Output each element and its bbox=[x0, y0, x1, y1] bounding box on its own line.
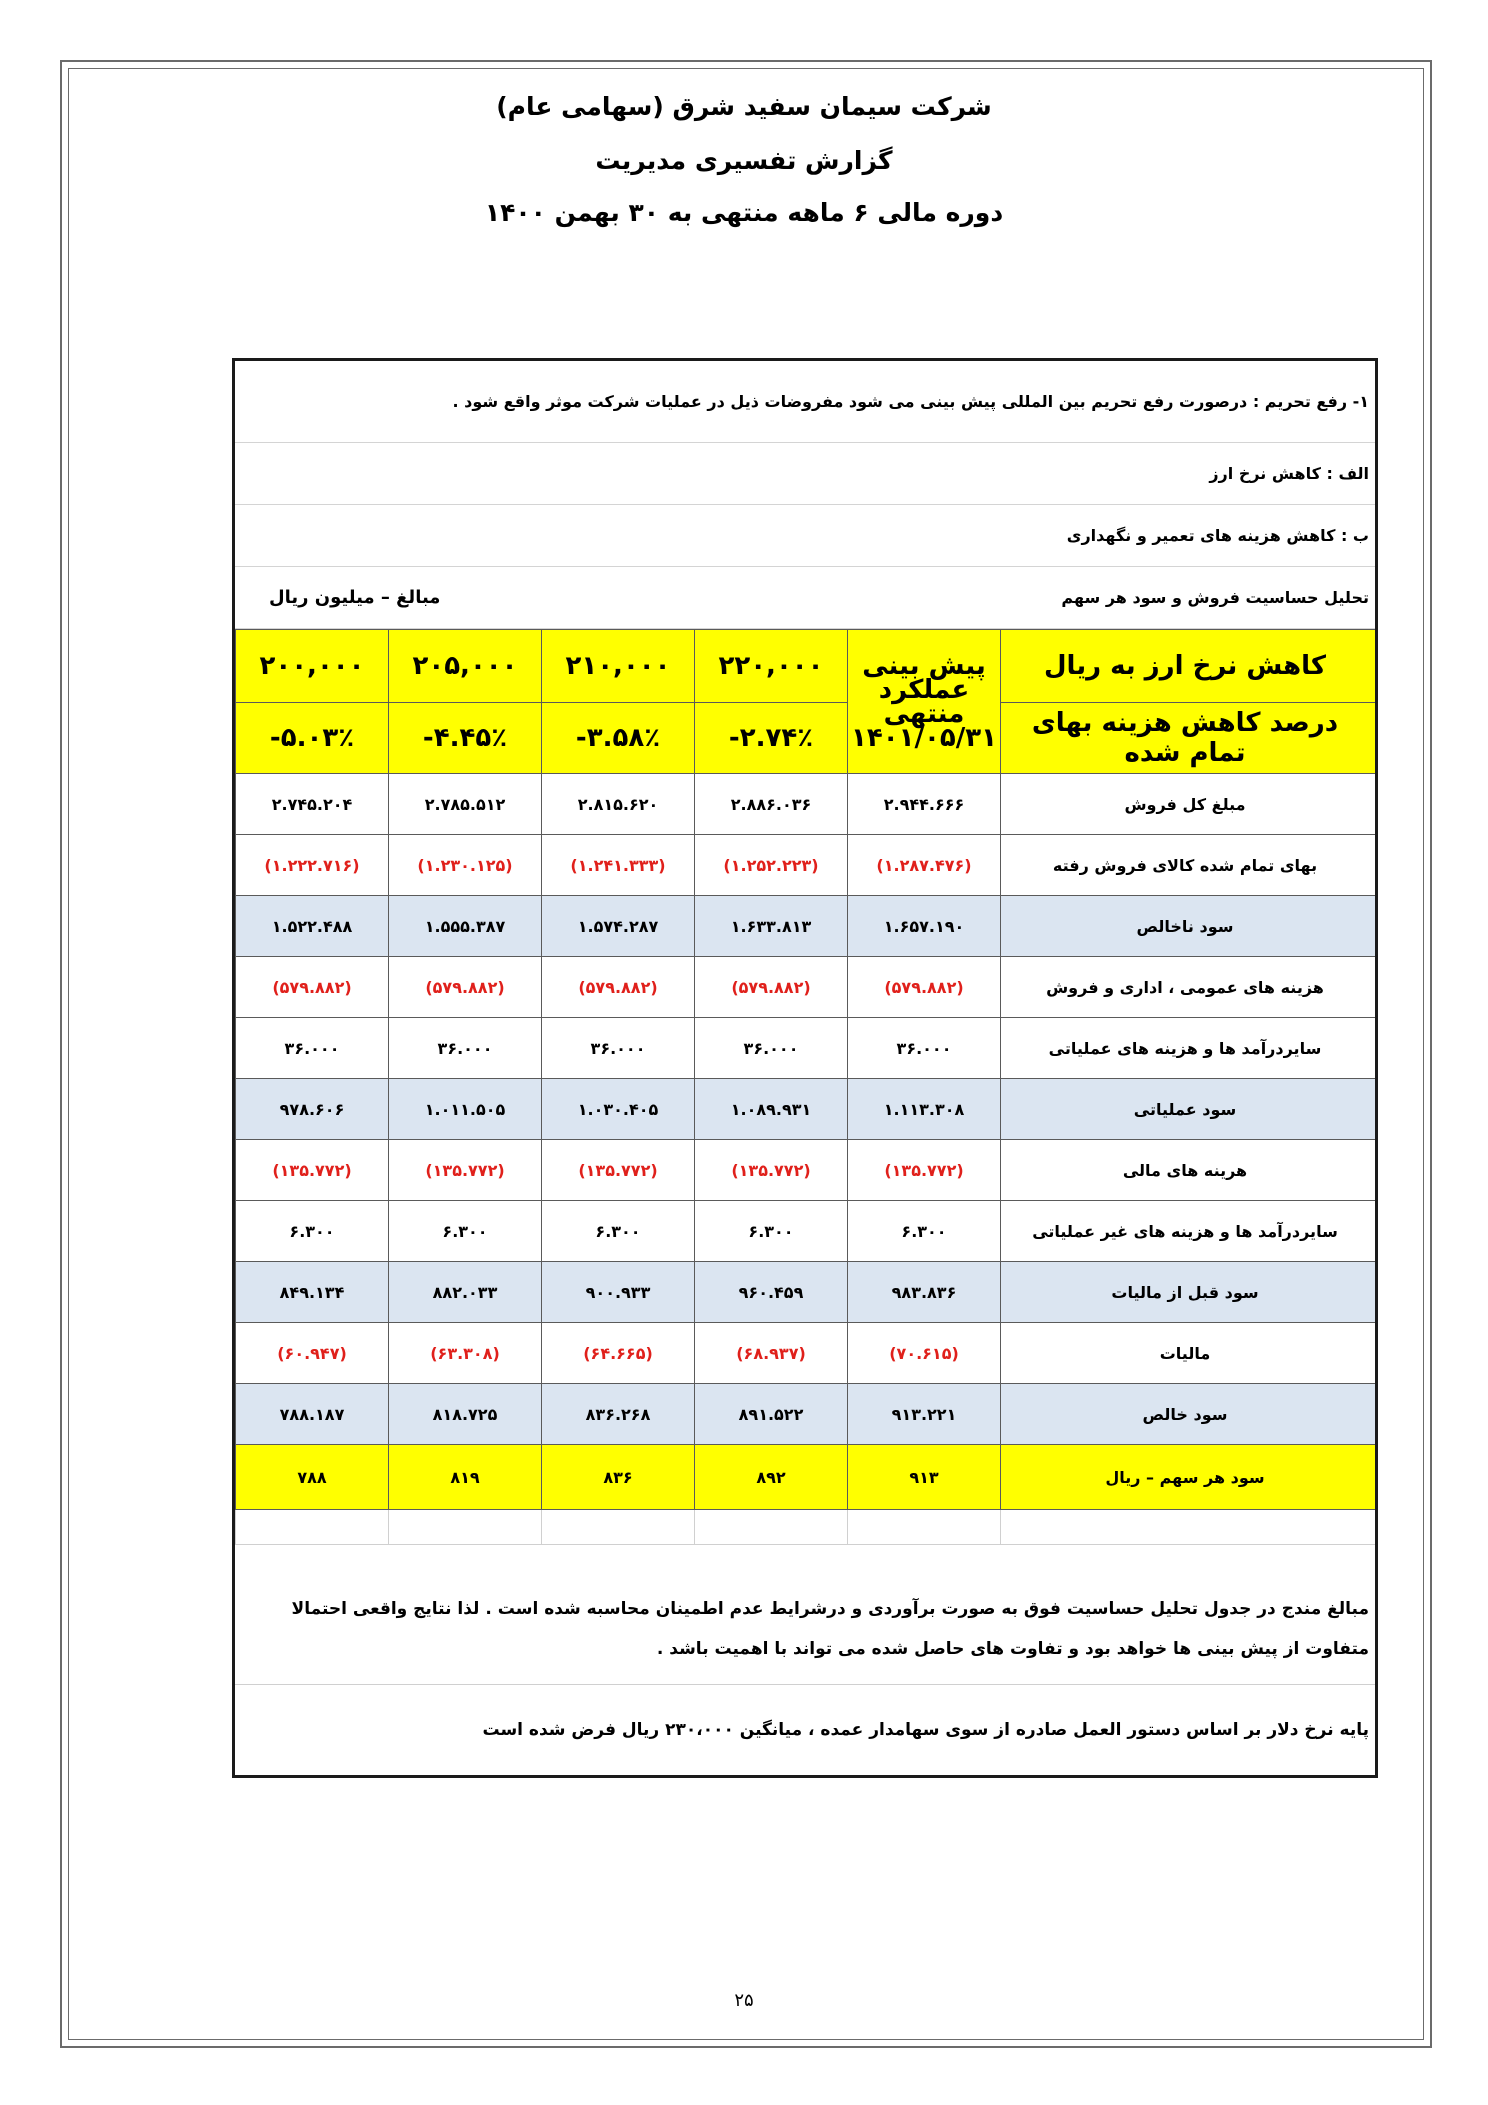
fx-rate-label: کاهش نرخ ارز به ریال bbox=[1001, 630, 1376, 703]
table-cell: ۳۶.۰۰۰ bbox=[848, 1018, 1001, 1079]
disclaimer-line1: مبالغ مندج در جدول تحلیل حساسیت فوق به صورت برآوردی و درشرایط عدم اطمینان محاسبه شده است . لذا نتایج واقعی احتمالا bbox=[291, 1599, 1369, 1619]
forecast-header bbox=[848, 630, 1001, 774]
row-label: هزینه های عمومی ، اداری و فروش bbox=[1001, 957, 1376, 1018]
table-cell: (۵۷۹.۸۸۲) bbox=[389, 957, 542, 1018]
table-cell: (۵۷۹.۸۸۲) bbox=[695, 957, 848, 1018]
table-cell: (۶۴.۶۶۵) bbox=[542, 1323, 695, 1384]
table-cell: ۲.۸۸۶.۰۳۶ bbox=[695, 774, 848, 835]
sanctions-note bbox=[235, 361, 1375, 443]
table-row bbox=[236, 896, 1376, 957]
table-cell: ۸۸۲.۰۳۳ bbox=[389, 1262, 542, 1323]
cost-pct-cell: -۵.۰۳٪ bbox=[236, 703, 389, 774]
table-row bbox=[236, 1262, 1376, 1323]
table-cell: ۹۶۰.۴۵۹ bbox=[695, 1262, 848, 1323]
table-cell: ۱.۶۵۷.۱۹۰ bbox=[848, 896, 1001, 957]
assumption-be bbox=[235, 505, 1375, 567]
table-cell: ۶.۳۰۰ bbox=[236, 1201, 389, 1262]
blank-cell bbox=[848, 1510, 1001, 1545]
blank-cell bbox=[695, 1510, 848, 1545]
analysis-caption bbox=[235, 567, 1375, 629]
table-cell: (۱.۲۲۲.۷۱۶) bbox=[236, 835, 389, 896]
cost-pct-row bbox=[236, 703, 1376, 774]
row-label: سود عملیاتی bbox=[1001, 1079, 1376, 1140]
table-cell: ۹۸۳.۸۳۶ bbox=[848, 1262, 1001, 1323]
table-row bbox=[236, 1384, 1376, 1445]
table-row bbox=[236, 835, 1376, 896]
table-cell: ۲.۸۱۵.۶۲۰ bbox=[542, 774, 695, 835]
table-cell: ۲.۹۴۴.۶۶۶ bbox=[848, 774, 1001, 835]
table-cell: ۸۳۶.۲۶۸ bbox=[542, 1384, 695, 1445]
assumption-be-text: ب : کاهش هزینه های تعمیر و نگهداری bbox=[1066, 526, 1369, 545]
table-cell: (۷۰.۶۱۵) bbox=[848, 1323, 1001, 1384]
table-cell: (۵۷۹.۸۸۲) bbox=[236, 957, 389, 1018]
cost-pct-cell: -۲.۷۴٪ bbox=[695, 703, 848, 774]
table-cell: (۱۳۵.۷۷۲) bbox=[389, 1140, 542, 1201]
row-label: سود قبل از مالیات bbox=[1001, 1262, 1376, 1323]
table-cell: ۱.۵۷۴.۲۸۷ bbox=[542, 896, 695, 957]
fx-rate-cell: ۲۲۰,۰۰۰ bbox=[695, 630, 848, 703]
blank-cell bbox=[542, 1510, 695, 1545]
cost-pct-cell: -۳.۵۸٪ bbox=[542, 703, 695, 774]
blank-cell bbox=[1001, 1510, 1376, 1545]
table-cell: ۹۱۳.۲۲۱ bbox=[848, 1384, 1001, 1445]
fx-rate-cell: ۲۰۰,۰۰۰ bbox=[236, 630, 389, 703]
table-cell: (۱۳۵.۷۷۲) bbox=[848, 1140, 1001, 1201]
table-cell: ۱.۵۲۲.۴۸۸ bbox=[236, 896, 389, 957]
eps-row bbox=[236, 1445, 1376, 1510]
table-cell: ۶.۳۰۰ bbox=[389, 1201, 542, 1262]
table-cell: ۳۶.۰۰۰ bbox=[389, 1018, 542, 1079]
table-cell: ۶.۳۰۰ bbox=[848, 1201, 1001, 1262]
row-label: سایردرآمد ها و هزینه های غیر عملیاتی bbox=[1001, 1201, 1376, 1262]
table-cell: ۸۹۱.۵۲۲ bbox=[695, 1384, 848, 1445]
table-cell: ۱.۵۵۵.۳۸۷ bbox=[389, 896, 542, 957]
amount-unit: مبالغ – میلیون ریال bbox=[269, 587, 441, 608]
table-cell: ۹۷۸.۶۰۶ bbox=[236, 1079, 389, 1140]
table-cell: (۱.۲۴۱.۳۳۳) bbox=[542, 835, 695, 896]
table-cell: ۶.۳۰۰ bbox=[542, 1201, 695, 1262]
table-cell: (۵۷۹.۸۸۲) bbox=[848, 957, 1001, 1018]
table-cell: (۶۸.۹۳۷) bbox=[695, 1323, 848, 1384]
table-row bbox=[236, 957, 1376, 1018]
disclaimer-note bbox=[235, 1579, 1375, 1685]
table-cell: ۷۸۸.۱۸۷ bbox=[236, 1384, 389, 1445]
table-cell: (۱۳۵.۷۷۲) bbox=[236, 1140, 389, 1201]
table-cell: ۸۱۸.۷۲۵ bbox=[389, 1384, 542, 1445]
report-title: گزارش تفسیری مدیریت bbox=[595, 146, 893, 175]
table-cell: ۸۴۹.۱۳۴ bbox=[236, 1262, 389, 1323]
dollar-basis-note bbox=[235, 1685, 1375, 1775]
table-row bbox=[236, 1323, 1376, 1384]
table-cell: ۱.۶۳۳.۸۱۳ bbox=[695, 896, 848, 957]
blank-cell bbox=[236, 1510, 389, 1545]
dollar-basis-text: پایه نرخ دلار بر اساس دستور العمل صادره از سوی سهامدار عمده ، میانگین ۲۳۰،۰۰۰ ریال فرض شده است bbox=[482, 1720, 1369, 1740]
sensitivity-box bbox=[232, 358, 1378, 1778]
table-cell: ۲.۷۴۵.۲۰۴ bbox=[236, 774, 389, 835]
fx-rate-cell: ۲۰۵,۰۰۰ bbox=[389, 630, 542, 703]
forecast-header-line1: پیش بینی عملکرد bbox=[862, 650, 986, 705]
table-cell: ۱.۰۳۰.۴۰۵ bbox=[542, 1079, 695, 1140]
row-label: سایردرآمد ها و هزینه های عملیاتی bbox=[1001, 1018, 1376, 1079]
cost-pct-label: درصد کاهش هزینه بهای تمام شده bbox=[1001, 703, 1376, 774]
table-cell: ۶.۳۰۰ bbox=[695, 1201, 848, 1262]
table-cell: (۵۷۹.۸۸۲) bbox=[542, 957, 695, 1018]
table-cell: ۳۶.۰۰۰ bbox=[695, 1018, 848, 1079]
assumption-alef bbox=[235, 443, 1375, 505]
table-cell: (۱.۲۵۲.۲۲۳) bbox=[695, 835, 848, 896]
table-cell: ۹۰۰.۹۳۳ bbox=[542, 1262, 695, 1323]
table-row bbox=[236, 1201, 1376, 1262]
row-label: مبلغ کل فروش bbox=[1001, 774, 1376, 835]
company-title: شرکت سیمان سفید شرق (سهامی عام) bbox=[496, 92, 992, 121]
table-cell: ۱.۰۸۹.۹۳۱ bbox=[695, 1079, 848, 1140]
table-cell: ۷۸۸ bbox=[236, 1445, 389, 1510]
table-cell: (۶۰.۹۴۷) bbox=[236, 1323, 389, 1384]
table-cell: (۱۳۵.۷۷۲) bbox=[542, 1140, 695, 1201]
fx-rate-row bbox=[236, 630, 1376, 703]
table-row bbox=[236, 774, 1376, 835]
table-cell: ۲.۷۸۵.۵۱۲ bbox=[389, 774, 542, 835]
assumption-alef-text: الف : کاهش نرخ ارز bbox=[1209, 464, 1369, 483]
row-label: مالیات bbox=[1001, 1323, 1376, 1384]
disclaimer-line2: متفاوت از پیش بینی ها خواهد بود و تفاوت های حاصل شده می تواند با اهمیت باشد . bbox=[656, 1639, 1369, 1659]
blank-cell bbox=[389, 1510, 542, 1545]
table-cell: ۳۶.۰۰۰ bbox=[542, 1018, 695, 1079]
table-cell: ۱.۰۱۱.۵۰۵ bbox=[389, 1079, 542, 1140]
table-cell: ۸۹۲ bbox=[695, 1445, 848, 1510]
analysis-title: تحلیل حساسیت فروش و سود هر سهم bbox=[1061, 588, 1369, 607]
table-row bbox=[236, 1079, 1376, 1140]
row-label: بهای تمام شده کالای فروش رفته bbox=[1001, 835, 1376, 896]
forecast-header-line2: منتهی ۱۴۰۱/۰۵/۳۱ bbox=[851, 698, 997, 753]
sensitivity-table bbox=[235, 629, 1376, 1545]
table-cell: (۶۳.۳۰۸) bbox=[389, 1323, 542, 1384]
row-label: سود هر سهم – ریال bbox=[1001, 1445, 1376, 1510]
fx-rate-cell: ۲۱۰,۰۰۰ bbox=[542, 630, 695, 703]
table-cell: (۱۳۵.۷۷۲) bbox=[695, 1140, 848, 1201]
table-row bbox=[236, 1140, 1376, 1201]
blank-row bbox=[236, 1510, 1376, 1545]
page-number: ۲۵ bbox=[734, 1990, 754, 2011]
row-label: هرینه های مالی bbox=[1001, 1140, 1376, 1201]
period-title: دوره مالی ۶ ماهه منتهی به ۳۰ بهمن ۱۴۰۰ bbox=[484, 198, 1004, 227]
table-cell: ۱.۱۱۳.۳۰۸ bbox=[848, 1079, 1001, 1140]
table-cell: ۸۳۶ bbox=[542, 1445, 695, 1510]
table-cell: ۸۱۹ bbox=[389, 1445, 542, 1510]
table-cell: ۹۱۳ bbox=[848, 1445, 1001, 1510]
table-cell: ۳۶.۰۰۰ bbox=[236, 1018, 389, 1079]
cost-pct-cell: -۴.۴۵٪ bbox=[389, 703, 542, 774]
table-cell: (۱.۲۳۰.۱۲۵) bbox=[389, 835, 542, 896]
table-cell: (۱.۲۸۷.۴۷۶) bbox=[848, 835, 1001, 896]
sanctions-note-text: ۱- رفع تحریم : درصورت رفع تحریم بین المللی پیش بینی می شود مفروضات ذیل در عملیات شرکت موثر واقع شود . bbox=[452, 392, 1369, 411]
row-label: سود خالص bbox=[1001, 1384, 1376, 1445]
table-row bbox=[236, 1018, 1376, 1079]
row-label: سود ناخالص bbox=[1001, 896, 1376, 957]
